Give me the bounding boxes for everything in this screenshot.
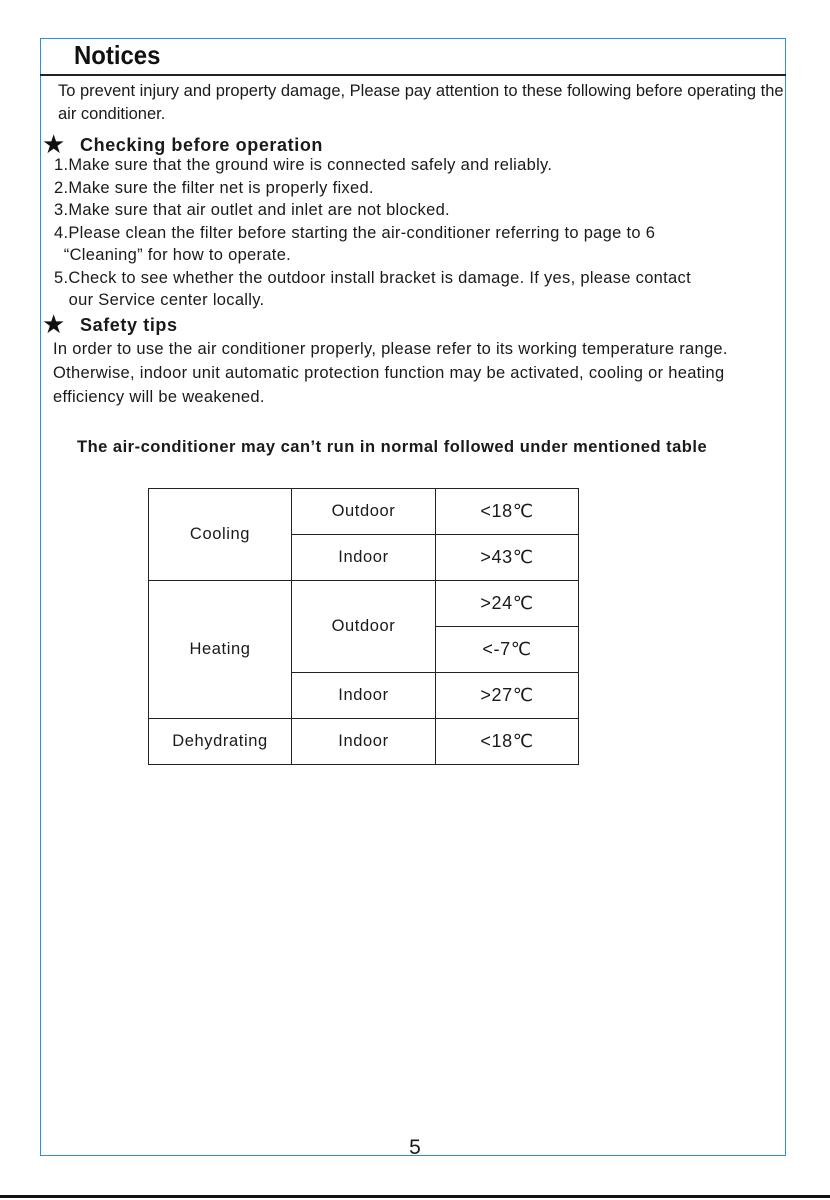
checking-heading-label: Checking before operation (80, 134, 324, 155)
bottom-divider (0, 1195, 830, 1198)
mode-cell: Cooling (149, 489, 292, 581)
location-cell: Outdoor (292, 581, 436, 673)
page-title: Notices (74, 40, 161, 70)
list-item: “Cleaning” for how to operate. (54, 246, 292, 264)
temperature-cell: <18℃ (436, 489, 579, 535)
temperature-cell: >27℃ (436, 673, 579, 719)
list-item: 1.Make sure that the ground wire is connected safely and reliably. (54, 156, 553, 174)
list-item: 5.Check to see whether the outdoor install bracket is damage. If yes, please contact (54, 268, 691, 287)
location-cell: Outdoor (292, 489, 436, 535)
star-icon: ★ (42, 310, 66, 340)
safety-text: In order to use the air conditioner properly, please refer to its working temperature range. Otherwise, indoor unit automatic protection function may be activated, cooling or heating efficiency will be weakened. (53, 340, 728, 406)
safety-heading-label: Safety tips (80, 314, 178, 335)
table-row (149, 719, 579, 765)
mode-cell: Dehydrating (149, 719, 292, 765)
table-row (149, 489, 579, 535)
title-divider (40, 74, 786, 76)
temperature-table (148, 488, 579, 765)
page-number: 5 (409, 1136, 421, 1159)
table-caption: The air-conditioner may can’t run in normal followed under mentioned table (77, 438, 708, 456)
mode-cell: Heating (149, 581, 292, 719)
temperature-cell: <-7℃ (436, 627, 579, 673)
list-item: 2.Make sure the filter net is properly fixed. (54, 178, 374, 197)
location-cell: Indoor (292, 535, 436, 581)
safety-heading (42, 310, 178, 340)
list-item: 4.Please clean the filter before starting the air-conditioner referring to page to 6 (54, 223, 656, 242)
checking-list (54, 154, 794, 312)
intro-text: To prevent injury and property damage, Please pay attention to these following before operating the air conditioner. (58, 82, 784, 123)
temperature-cell: >24℃ (436, 581, 579, 627)
star-icon: ★ (42, 130, 66, 160)
location-cell: Indoor (292, 719, 436, 765)
list-item: 3.Make sure that air outlet and inlet are not blocked. (54, 201, 450, 219)
table-row (149, 581, 579, 627)
list-item: our Service center locally. (54, 291, 265, 309)
location-cell: Indoor (292, 673, 436, 719)
temperature-cell: >43℃ (436, 535, 579, 581)
temperature-cell: <18℃ (436, 719, 579, 765)
